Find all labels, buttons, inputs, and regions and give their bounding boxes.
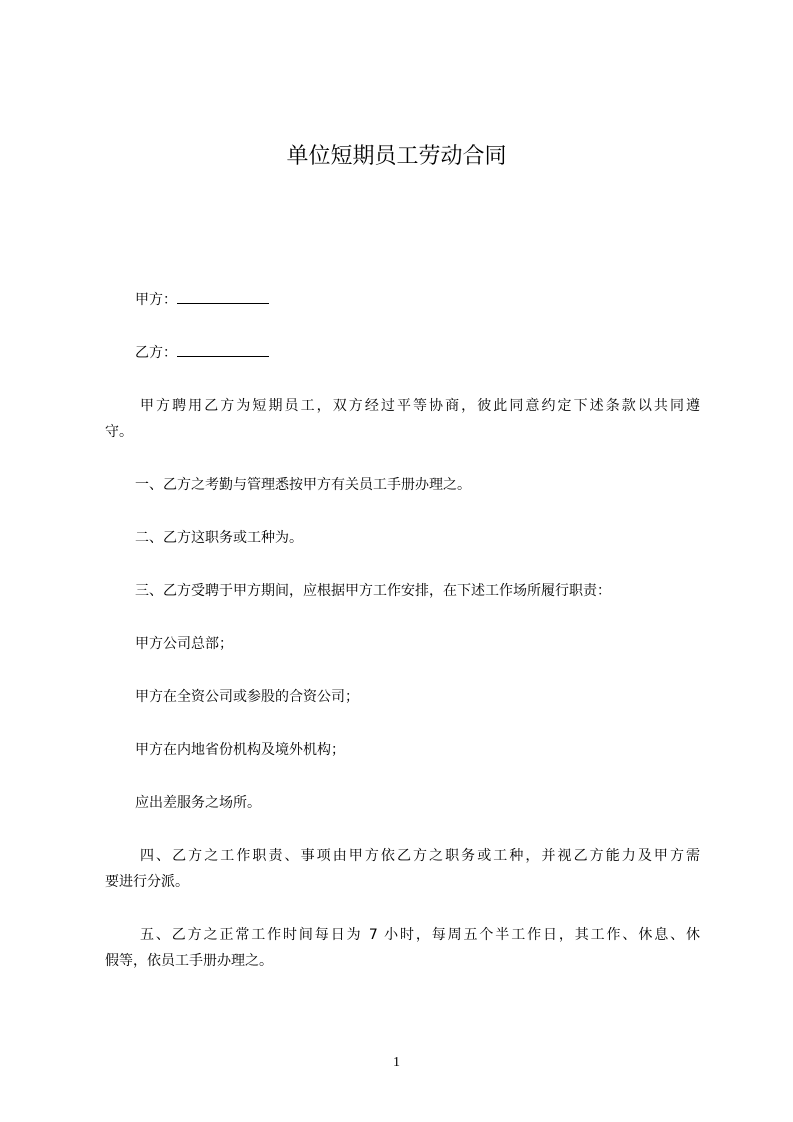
party-b-label: 乙方： xyxy=(135,345,177,361)
place-item: 甲方在内地省份机构及境外机构； xyxy=(135,742,345,758)
page-number: 1 xyxy=(393,1055,400,1070)
clause-1: 一、乙方之考勤与管理悉按甲方有关员工手册办理之。 xyxy=(135,477,471,493)
place-item: 甲方公司总部； xyxy=(135,636,233,652)
intro-line-1: 甲方聘用乙方为短期员工，双方经过平等协商，彼此同意约定下述条款以共同遵 xyxy=(140,398,700,414)
party-b-blank[interactable] xyxy=(177,342,269,357)
party-a-line xyxy=(105,287,700,313)
intro-line-2: 守。 xyxy=(105,424,133,440)
clause-5-line-1: 五、乙方之正常工作时间每日为 7 小时，每周五个半工作日，其工作、休息、休 xyxy=(140,927,700,943)
clause-4-line-1: 四、乙方之工作职责、事项由甲方依乙方之职务或工种，并视乙方能力及甲方需 xyxy=(140,848,700,864)
clause-4 xyxy=(105,843,700,895)
party-a-label: 甲方： xyxy=(135,292,177,308)
place-item: 甲方在全资公司或参股的合资公司； xyxy=(135,689,359,705)
clause-2: 二、乙方这职务或工种为。 xyxy=(135,530,303,546)
document-title: 单位短期员工劳动合同 xyxy=(286,144,507,169)
document-body xyxy=(105,287,700,1001)
intro-paragraph xyxy=(105,393,700,445)
place-item: 应出差服务之场所。 xyxy=(135,795,261,811)
clause-3: 三、乙方受聘于甲方期间，应根据甲方工作安排，在下述工作场所履行职责： xyxy=(135,583,611,599)
clause-5 xyxy=(105,922,700,974)
clause-5-line-2: 假等，依员工手册办理之。 xyxy=(105,953,273,969)
party-a-blank[interactable] xyxy=(177,289,269,304)
clause-4-line-2: 要进行分派。 xyxy=(105,874,189,890)
party-b-line xyxy=(105,340,700,366)
